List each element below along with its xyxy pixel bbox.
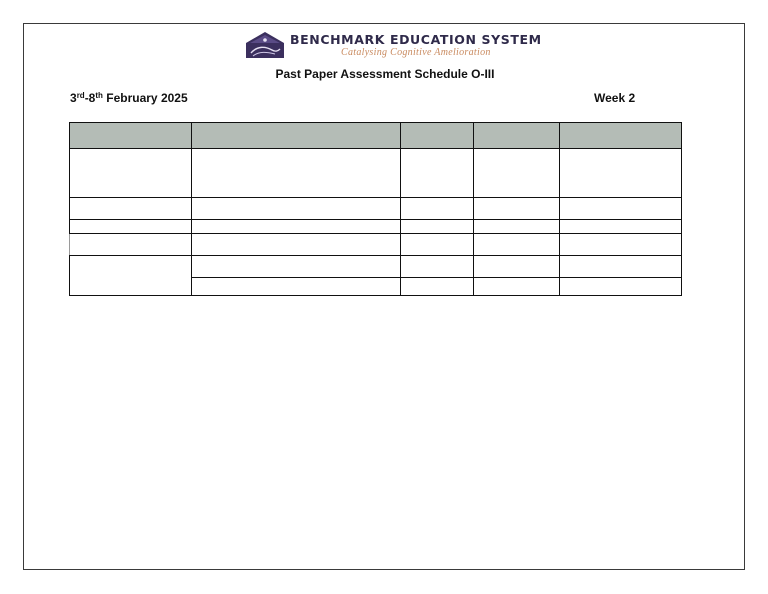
- date-month-year: February 2025: [102, 91, 188, 105]
- table-cell: [401, 256, 474, 278]
- table-row: [70, 234, 682, 256]
- table-cell-merged: [70, 256, 192, 296]
- table-cell: [192, 220, 401, 234]
- week-label: Week 2: [594, 91, 636, 105]
- table-cell: [70, 198, 192, 220]
- document-page: [23, 23, 745, 570]
- school-crest-icon: [245, 31, 285, 59]
- table-header-cell: [401, 123, 474, 149]
- table-cell: [70, 149, 192, 198]
- table-cell: [560, 149, 682, 198]
- table-cell: [192, 198, 401, 220]
- table-cell: [192, 256, 401, 278]
- table-cell: [560, 198, 682, 220]
- table-cell: [192, 149, 401, 198]
- table-header-cell: [474, 123, 560, 149]
- table-row: [70, 149, 682, 198]
- table-row: [70, 220, 682, 234]
- table-cell: [560, 278, 682, 296]
- table-cell: [560, 220, 682, 234]
- schedule-table: [69, 122, 682, 296]
- table-header-cell: [70, 123, 192, 149]
- table-cell: [70, 234, 192, 256]
- table-cell: [474, 198, 560, 220]
- brand-name: BENCHMARK EDUCATION SYSTEM: [290, 32, 542, 47]
- table-cell: [401, 198, 474, 220]
- table-cell: [401, 278, 474, 296]
- table-cell: [401, 234, 474, 256]
- date-end-suffix: th: [95, 91, 103, 100]
- table-header-cell: [560, 123, 682, 149]
- table-row: [70, 256, 682, 278]
- table-cell: [474, 256, 560, 278]
- table-cell: [192, 234, 401, 256]
- table-cell: [474, 278, 560, 296]
- table-row: [70, 198, 682, 220]
- table-header-row: [70, 123, 682, 149]
- brand-tagline: Catalysing Cognitive Amelioration: [340, 47, 491, 58]
- date-range: [70, 91, 188, 105]
- table-cell: [474, 149, 560, 198]
- table-cell: [70, 220, 192, 234]
- date-start-day: 3: [70, 91, 77, 105]
- date-start-suffix: rd: [76, 91, 85, 100]
- table-header-cell: [192, 123, 401, 149]
- table-cell: [401, 220, 474, 234]
- table-cell: [560, 256, 682, 278]
- page-title: Past Paper Assessment Schedule O-III: [275, 67, 495, 81]
- table-cell: [401, 149, 474, 198]
- table-cell: [560, 234, 682, 256]
- date-separator: -8: [84, 91, 96, 105]
- table-cell: [474, 220, 560, 234]
- table-cell: [192, 278, 401, 296]
- table-cell: [474, 234, 560, 256]
- brand-logo: [245, 31, 542, 59]
